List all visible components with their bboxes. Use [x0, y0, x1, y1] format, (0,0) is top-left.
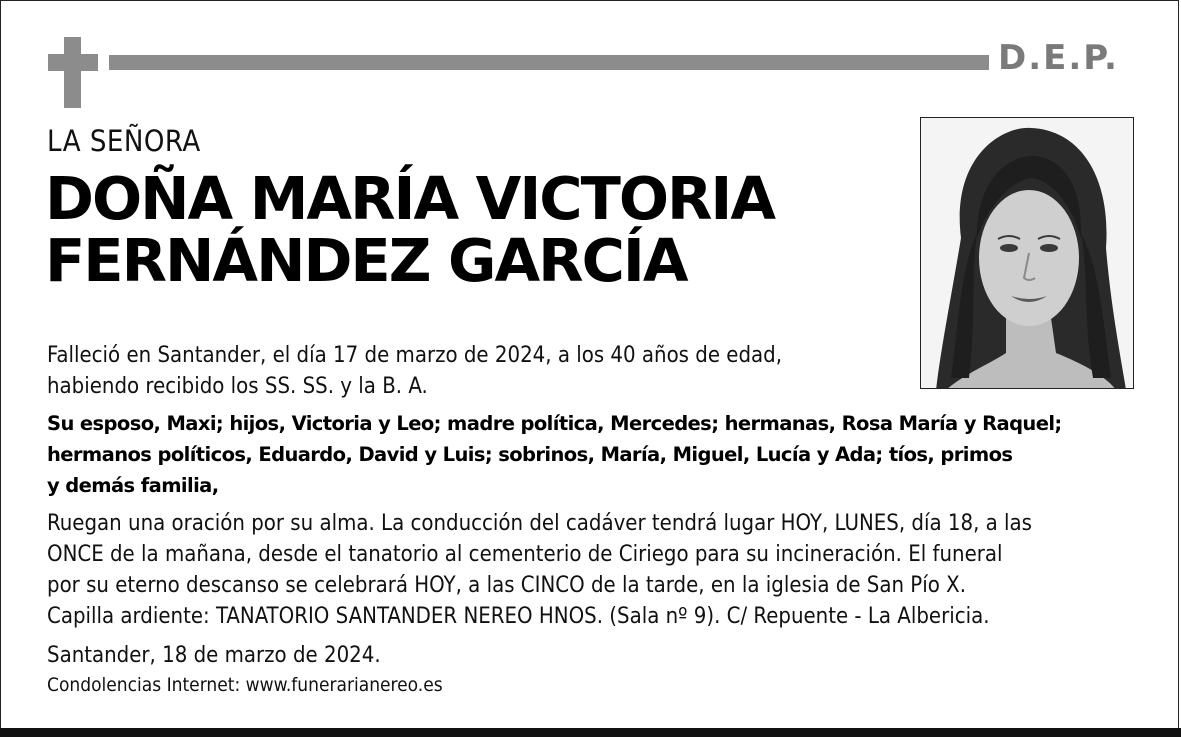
- portrait-photo: [920, 117, 1134, 389]
- family-paragraph: [47, 408, 1062, 501]
- deceased-name: [45, 164, 775, 295]
- death-paragraph: [47, 340, 782, 402]
- death-line-1: Falleció en Santander, el día 17 de marzo de 2024, a los 40 años de edad,: [47, 343, 783, 368]
- place-date: Santander, 18 de marzo de 2024.: [47, 643, 381, 668]
- name-line-1: DOÑA MARÍA VICTORIA: [45, 164, 775, 233]
- bottom-bar: [0, 728, 1181, 737]
- cross-icon-bar: [48, 54, 98, 71]
- ceremony-line-2: ONCE de la mañana, desde el tanatorio al cementerio de Ciriego para su incineración. El funeral: [47, 542, 1003, 567]
- cross-icon: [64, 37, 81, 108]
- family-line-2: hermanos políticos, Eduardo, David y Luis; sobrinos, María, Miguel, Lucía y Ada; tíos, primos: [47, 443, 1013, 466]
- death-line-2: habiendo recibido los SS. SS. y la B. A.: [47, 374, 428, 399]
- condolences-line: Condolencias Internet: www.funerarianereo.es: [47, 674, 443, 696]
- dep-label: D.E.P.: [998, 38, 1119, 78]
- portrait-image: [921, 118, 1134, 389]
- ceremony-line-1: Ruegan una oración por su alma. La conducción del cadáver tendrá lugar HOY, LUNES, día 18, a las: [47, 511, 1032, 536]
- ceremony-line-3: por su eterno descanso se celebrará HOY, a las CINCO de la tarde, en la iglesia de San Pío X.: [47, 573, 966, 598]
- ceremony-paragraph: [47, 508, 1032, 632]
- header-rule: [109, 55, 989, 70]
- ceremony-line-4: Capilla ardiente: TANATORIO SANTANDER NEREO HNOS. (Sala nº 9). C/ Repuente - La Albericia.: [47, 604, 990, 629]
- name-line-2: FERNÁNDEZ GARCÍA: [45, 226, 687, 295]
- family-line-3: y demás familia,: [47, 474, 219, 497]
- title-prefix: LA SEÑORA: [47, 124, 201, 158]
- family-line-1: Su esposo, Maxi; hijos, Victoria y Leo; madre política, Mercedes; hermanas, Rosa María y Raquel;: [47, 412, 1062, 435]
